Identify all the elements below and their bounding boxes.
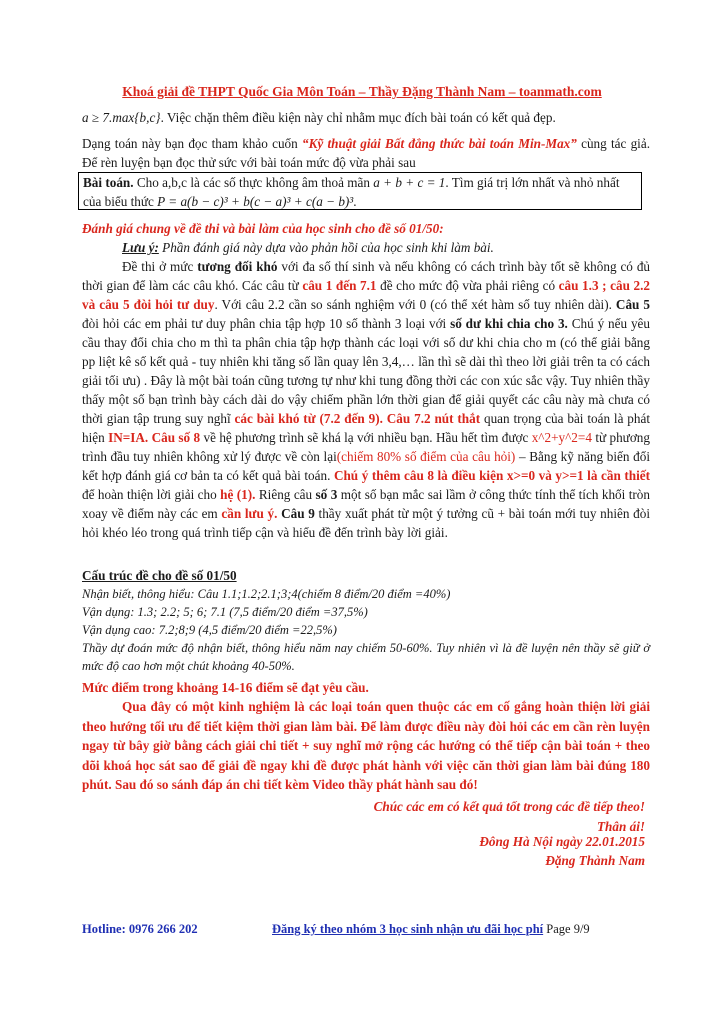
footer-promo-text: Đăng ký theo nhóm 3 học sinh nhận ưu đãi học phí [272, 922, 544, 936]
problem-box [78, 172, 642, 210]
structure-heading: Cấu trúc đề cho đề số 01/50 [82, 568, 237, 583]
review-text: Đề thi ở mức [122, 259, 198, 274]
intro-line1: . Việc chặn thêm điều kiện này chỉ nhằm mục đích bài toán có kết quả đẹp. [160, 110, 556, 125]
review-text: đòi hỏi các em phải tư duy phân chia tập hợp 10 số thành 3 loại với [82, 316, 451, 331]
intro-line2b: cùng tác giả. Để rèn luyện bạn đọc thử sức với bài toán mức độ vừa phải sau [82, 136, 651, 170]
signature-name: Đặng Thành Nam [545, 853, 645, 868]
problem-end: . [353, 194, 357, 209]
structure-line-3: Vận dụng cao: 7.2;8;9 (4,5 điểm/20 điểm =22,5%) [82, 623, 337, 637]
footer-promo [272, 922, 590, 937]
intro-math: a ≥ 7.max{b,c} [82, 110, 161, 125]
problem-condition: a + b + c = 1 [373, 175, 446, 190]
review-text: tương đối khó [197, 259, 278, 274]
review-text: quan trọng của bài toán là phát hiện [82, 411, 651, 445]
review-text: Câu 9 [281, 506, 315, 521]
review-highlight: các bài khó từ (7.2 đến 9). Câu 7.2 nút thắt [234, 411, 481, 426]
review-highlight: x^2+y^2=4 [531, 430, 592, 445]
structure-line-1: Nhận biết, thông hiểu: Câu 1.1;1.2;2.1;3;4(chiếm 8 điểm/20 điểm =40%) [82, 587, 451, 601]
review-text: một số bạn mắc sai lầm ở công thức tính thể tích khối tròn xoay về điểm này các em [82, 487, 650, 521]
note-text: Phần đánh giá này dựa vào phản hồi của học sinh khi làm bài. [158, 240, 494, 255]
note-label: Lưu ý: [122, 240, 159, 255]
review-highlight: Chú ý thêm câu 8 là điều kiện x>=0 và y>=1 là cần thiết [333, 468, 650, 483]
advice-paragraph: Qua đây có một kinh nghiệm là các loại toán quen thuộc các em cố gắng hoàn thiện lời giải theo hướng tối ưu để tiết kiệm thời gian làm bài. Để làm được điều này đòi hỏi các em cần rèn luyện ngay từ bây giờ bằng cách giải chi tiết + suy nghĩ mở rộng các hướng có thể tiếp cận bài toán + theo dõi khoá học sát sao để giải đề ngay khi đề được phát hành với việc căn thời gian làm bài đúng 180 phút. Sau đó so sánh đáp án chi tiết kèm Video thầy phát hành sau đó! [82, 699, 650, 792]
book-title: “Kỹ thuật giải Bất đẳng thức bài toán Min-Max” [301, 136, 577, 151]
review-highlight: Câu số 8 [151, 430, 201, 445]
review-highlight: hệ (1). [220, 487, 256, 502]
problem-text2: . Tìm giá trị lớn nhất và nhỏ nhất của biểu thức [83, 175, 620, 209]
review-body [82, 257, 650, 542]
review-text: Riêng câu [255, 487, 316, 502]
intro-reference [82, 134, 650, 172]
structure-line-4: Thầy dự đoán mức độ nhận biết, thông hiểu năm nay chiếm 50-60%. Tuy nhiên vì là đề luyện nên thầy sẽ giữ ở mức độ cao hơn một chút khoảng 40-50%. [82, 641, 650, 673]
review-note [82, 238, 650, 257]
intro-paragraph [82, 108, 650, 127]
review-text: từ phương trình đầu tuy nhiên không xử lý được về còn lại [82, 430, 650, 464]
structure-line-2: Vận dụng: 1.3; 2.2; 5; 6; 7.1 (7,5 điểm/20 điểm =37,5%) [82, 605, 368, 619]
review-highlight: câu 1.3 ; câu 2.2 và câu 5 đòi hỏi tư duy [82, 278, 650, 312]
footer-hotline: Hotline: 0976 266 202 [82, 922, 198, 936]
review-highlight: IN=IA. [108, 430, 149, 445]
review-text: đề cho mức độ vừa phải riêng có [376, 278, 559, 293]
problem-expression: P = a(b − c)³ + b(c − a)³ + c(a − b)³ [157, 194, 354, 209]
problem-label: Bài toán. [83, 175, 134, 190]
review-text: số dư khi chia cho 3. [450, 316, 568, 331]
problem-text1: Cho a,b,c là các số thực không âm thoả mãn [133, 175, 374, 190]
footer-page-number: Page 9/9 [546, 922, 590, 936]
signature-line-2: Thân ái! [596, 819, 645, 834]
review-text: Chú ý nếu yêu cầu thay đổi chia cho m thì ta phân chia tập hợp thành các loại với số dư khi chia cho m (có thể giải bằng pp liệt kê số kết quả - tuy nhiên khi tăng số lần quay lên 3,4,… lần thì sẽ dài thì theo lời giải trên ta có cách giải tối ưu) . Đây là một bài toán cũng tương tự như khi tung đồng thời các con xúc sắc vậy. Tuy nhiên thầy thấy một số bạn trình bày cách dài do vậy chiếm phần lớn thời gian để giải quyết các câu này mà chưa có thời gian tập trung suy nghĩ [82, 316, 650, 426]
review-highlight: cần lưu ý. [221, 506, 278, 521]
review-text: . Với câu 2.2 cần so sánh nghiệm với 0 (có thể xét hàm số tuy nhiên dài). [214, 297, 616, 312]
intro-line2a: Dạng toán này bạn đọc tham khảo cuốn [82, 136, 302, 151]
review-text: – Bằng kỹ năng biến đổi kết hợp đánh giá cơ bản ta có kết quả bài toán. [82, 449, 650, 483]
review-text: Câu 5 [615, 297, 650, 312]
review-highlight: (chiếm 80% số điểm của câu hỏi) [336, 449, 516, 464]
review-text: với đa số thí sinh và nếu không có cách trình bày tốt sẽ không có đủ thời gian để làm các câu khó. Các câu từ [82, 259, 651, 293]
target-score: Mức điểm trong khoảng 14-16 điểm sẽ đạt yêu cầu. [82, 680, 369, 695]
signature-line-1: Chúc các em có kết quả tốt trong các đề tiếp theo! [373, 799, 645, 814]
signature-date: Đông Hà Nội ngày 22.01.2015 [479, 834, 645, 849]
review-text: thầy xuất phát từ một ý tưởng cũ + bài toán mới tuy nhiên đòi hỏi khéo léo trong quá trình tiếp cận và hiểu đề đến trình bày lời giải. [82, 506, 650, 540]
review-heading: Đánh giá chung về đề thi và bài làm của học sinh cho đề số 01/50: [82, 221, 444, 236]
review-text: để hoàn thiện lời giải cho [82, 487, 221, 502]
review-highlight: câu 1 đến 7.1 [302, 278, 377, 293]
page-header-title: Khoá giải đề THPT Quốc Gia Môn Toán – Thầy Đặng Thành Nam – toanmath.com [122, 84, 602, 99]
review-text: về hệ phương trình sẽ khá lạ với nhiều bạn. Hầu hết tìm được [200, 430, 532, 445]
review-text: số 3 [315, 487, 338, 502]
